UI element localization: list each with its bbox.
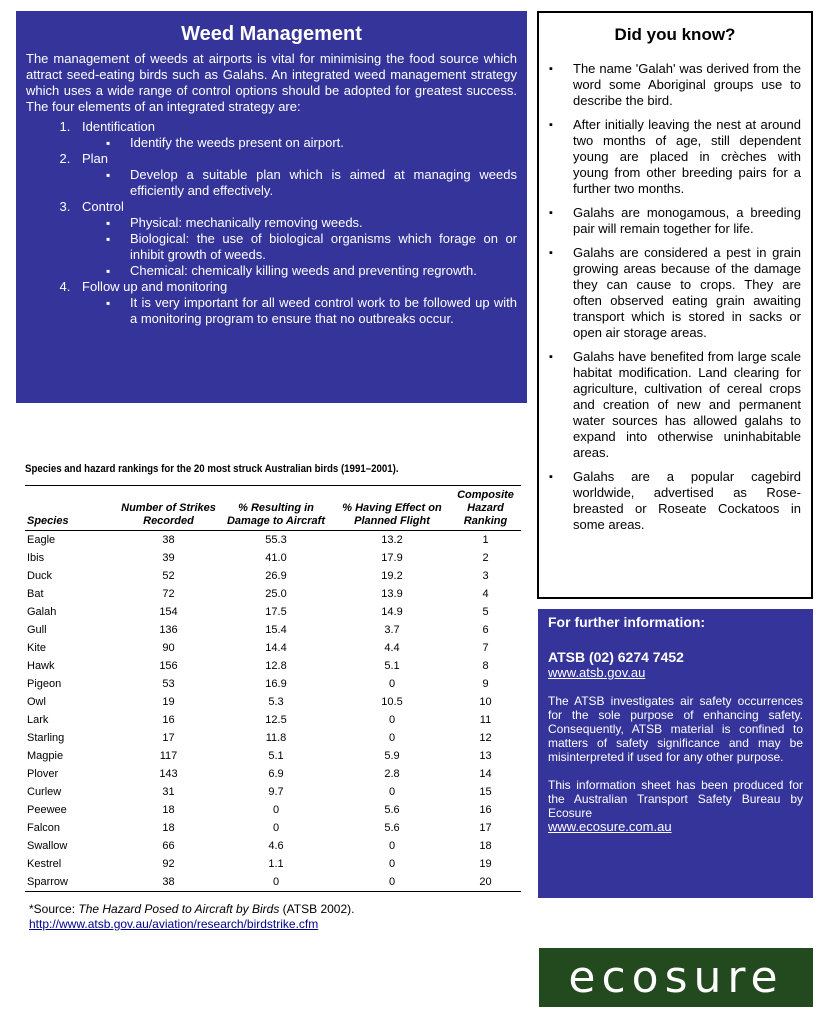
table-cell: 154 (159, 606, 178, 618)
table-cell: Eagle (27, 534, 56, 546)
table-row (25, 549, 521, 567)
table-cell: 143 (159, 768, 178, 780)
table-row (25, 783, 521, 801)
table-cell: 19 (162, 696, 175, 708)
table-cell: 26.9 (265, 570, 287, 582)
table-title: Species and hazard rankings for the 20 most struck Australian birds (1991–2001). (25, 463, 399, 475)
table-cell: 6 (482, 624, 489, 636)
table-cell: 9.7 (268, 786, 284, 798)
table-cell: 19 (479, 858, 492, 870)
table-cell: Ibis (27, 552, 45, 564)
table-cell: 0 (388, 714, 396, 726)
source-citation (29, 902, 354, 932)
source-work: The Hazard Posed to Aircraft by Birds (78, 902, 280, 916)
table-cell: 4.4 (384, 642, 400, 654)
atsb-link[interactable]: www.atsb.gov.au (548, 665, 646, 680)
table-cell: Kite (27, 642, 46, 654)
table-cell: 0 (334, 873, 450, 892)
table-cell: 55.3 (265, 534, 287, 546)
strategy-step-item: ▪ Physical: mechanically removing weeds. (122, 215, 517, 231)
table-row (25, 855, 521, 873)
table-cell: Galah (27, 606, 57, 618)
did-you-know-title: Did you know? (614, 25, 736, 44)
table-row (25, 747, 521, 765)
strategy-step-label: Follow up and monitoring (82, 279, 228, 294)
strategy-step-label: Plan (82, 151, 109, 166)
source-url-link[interactable]: http://www.atsb.gov.au/aviation/research/birdstrike.cfm (29, 917, 319, 931)
table-cell: 12.8 (265, 660, 287, 672)
fact-list (549, 61, 801, 533)
table-cell: 117 (159, 750, 178, 762)
table-cell: Duck (27, 570, 53, 582)
table-cell: 1.1 (268, 858, 284, 870)
table-row (25, 531, 521, 550)
table-cell: Magpie (27, 750, 64, 762)
table-cell: 6.9 (268, 768, 284, 780)
table-cell: Falcon (27, 822, 61, 834)
table-cell: 5 (482, 606, 489, 618)
atsb-phone: ATSB (02) 6274 7452 (548, 649, 684, 665)
table-cell: 0 (218, 873, 334, 892)
table-cell: 20 (450, 873, 521, 892)
produced-by-text: This information sheet has been produced for the Australian Transport Safety Bureau by Ecosure (548, 778, 803, 820)
atsb-disclaimer: The ATSB investigates air safety occurrences for the sole purpose of enhancing safety. Consequently, ATSB material is confined to matters of safety significance and may be misinterpreted if used for any other purpose. (548, 694, 803, 764)
table-cell: 16 (479, 804, 492, 816)
table-cell: 39 (162, 552, 175, 564)
fact-item: ▪ Galahs are a popular cagebird worldwide, advertised as Rose-breasted or Roseate Cockatoos in some areas. (549, 469, 801, 533)
table-cell: 19.2 (381, 570, 403, 582)
table-row (25, 657, 521, 675)
table-cell: 14 (479, 768, 492, 780)
table-cell: 5.6 (384, 822, 400, 834)
table-cell: 13 (479, 750, 492, 762)
table-cell: 66 (162, 840, 175, 852)
table-cell: 0 (388, 732, 396, 744)
table-cell: Swallow (27, 840, 68, 852)
table-cell: 5.6 (384, 804, 400, 816)
table-cell: 12.5 (265, 714, 287, 726)
table-cell: 72 (162, 588, 175, 600)
table-cell: 31 (162, 786, 175, 798)
table-row (25, 693, 521, 711)
table-cell: Sparrow (25, 873, 119, 892)
source-prefix: *Source: (29, 902, 79, 916)
table-cell: Hawk (27, 660, 55, 672)
table-cell: 53 (162, 678, 175, 690)
table-cell: 17 (479, 822, 492, 834)
table-cell: 3 (482, 570, 489, 582)
table-cell: 0 (272, 804, 280, 816)
table-cell: Lark (27, 714, 49, 726)
table-row (25, 837, 521, 855)
col-header-species: Species (25, 486, 119, 531)
table-cell: 15.4 (265, 624, 287, 636)
table-row (25, 603, 521, 621)
table-cell: 5.1 (384, 660, 400, 672)
table-row (25, 675, 521, 693)
table-cell: 17.9 (381, 552, 403, 564)
table-cell: 7 (482, 642, 489, 654)
table-cell: Pigeon (27, 678, 62, 690)
table-cell: Curlew (27, 786, 62, 798)
col-header-ranking: Composite Hazard Ranking (450, 486, 521, 531)
table-row (25, 801, 521, 819)
table-cell: Owl (27, 696, 46, 708)
strategy-step (74, 279, 517, 327)
table-cell: 16.9 (265, 678, 287, 690)
table-cell: Gull (27, 624, 47, 636)
did-you-know-box (537, 11, 813, 599)
table-cell: 5.9 (384, 750, 400, 762)
table-cell: 17.5 (265, 606, 287, 618)
table-cell: 25.0 (265, 588, 287, 600)
table-cell: 38 (162, 534, 175, 546)
table-cell: 18 (479, 840, 492, 852)
table-cell: 2 (482, 552, 489, 564)
table-cell: 12 (479, 732, 492, 744)
table-cell: 11 (479, 714, 492, 726)
fact-item: ▪ Galahs are considered a pest in grain growing areas because of the damage they can cause to crops. They are often observed eating grain awaiting transport which is stored in sacks or open air storage areas. (549, 245, 801, 341)
strategy-step-label: Identification (82, 119, 155, 134)
table-cell: 0 (388, 786, 396, 798)
table-header-row (25, 486, 521, 531)
table-row (25, 819, 521, 837)
fact-item: ▪ The name 'Galah' was derived from the word some Aboriginal groups use to describe the bird. (549, 61, 801, 109)
table-cell: 15 (479, 786, 492, 798)
table-cell: 38 (119, 873, 218, 892)
further-info-panel (538, 609, 813, 898)
strategy-step-item: ▪ Identify the weeds present on airport. (122, 135, 517, 151)
fact-item: ▪ After initially leaving the nest at around two months of age, still dependent young are placed in crèches with young from other breeding pairs for a further two months. (549, 117, 801, 197)
further-info-heading: For further information: (548, 614, 706, 630)
table-cell: 136 (159, 624, 178, 636)
table-row (25, 585, 521, 603)
col-header-strikes: Number of Strikes Recorded (119, 486, 218, 531)
table-cell: 16 (162, 714, 175, 726)
ecosure-link[interactable]: www.ecosure.com.au (548, 819, 672, 834)
table-cell: Kestrel (27, 858, 62, 870)
table-cell: 10.5 (381, 696, 403, 708)
table-cell: 8 (482, 660, 489, 672)
table-cell: 92 (162, 858, 175, 870)
strategy-step-item: ▪ It is very important for all weed control work to be followed up with a monitoring program to ensure that no outbreaks occur. (122, 295, 517, 327)
table-cell: Peewee (27, 804, 67, 816)
table-cell: 13.2 (381, 534, 403, 546)
weed-management-intro: The management of weeds at airports is vital for minimising the food source which attract seed-eating birds such as Galahs. An integrated weed management strategy which uses a wide range of control options should be adopted for greatest success. The four elements of an integrated strategy are: (26, 51, 517, 114)
table-cell: 5.1 (268, 750, 284, 762)
table-cell: 1 (482, 534, 489, 546)
table-cell: Plover (27, 768, 59, 780)
table-cell: 18 (162, 822, 175, 834)
table-cell: 11.8 (265, 732, 287, 744)
table-cell: 9 (482, 678, 489, 690)
strategy-step-item: ▪ Biological: the use of biological organisms which forage on or inhibit growth of weeds. (122, 231, 517, 263)
table-cell: 0 (388, 678, 396, 690)
table-cell: 10 (479, 696, 492, 708)
table-row (25, 621, 521, 639)
table-cell: 18 (162, 804, 175, 816)
weed-management-title: Weed Management (181, 23, 362, 45)
table-cell: 5.3 (268, 696, 284, 708)
col-header-effect: % Having Effect on Planned Flight (334, 486, 450, 531)
table-cell: 17 (162, 732, 175, 744)
ecosure-logo (539, 948, 813, 1007)
table-row (25, 765, 521, 783)
fact-item: ▪ Galahs have benefited from large scale habitat modification. Land clearing for agriculture, cultivation of cereal crops and creation of new and permanent water sources has allowed galahs to expand into otherwise uninhabitable areas. (549, 349, 801, 461)
table-row (25, 873, 521, 892)
species-table-section (25, 463, 525, 892)
table-body (25, 531, 521, 892)
source-suffix: (ATSB 2002). (279, 902, 355, 916)
strategy-step-item: ▪ Chemical: chemically killing weeds and preventing regrowth. (122, 263, 517, 279)
table-cell: 90 (162, 642, 175, 654)
strategy-step (74, 199, 517, 279)
table-row (25, 639, 521, 657)
table-cell: 41.0 (265, 552, 287, 564)
table-cell: 13.9 (381, 588, 403, 600)
table-cell: Starling (27, 732, 65, 744)
table-cell: 0 (388, 840, 396, 852)
table-row (25, 729, 521, 747)
table-cell: 52 (162, 570, 175, 582)
table-row (25, 567, 521, 585)
weed-management-panel (16, 11, 527, 403)
table-cell: 14.4 (265, 642, 287, 654)
table-cell: 14.9 (381, 606, 403, 618)
table-cell: 0 (272, 822, 280, 834)
strategy-step-label: Control (82, 199, 124, 214)
table-cell: 4 (482, 588, 489, 600)
table-cell: 0 (388, 858, 396, 870)
species-hazard-table (25, 485, 521, 892)
col-header-damage: % Resulting in Damage to Aircraft (218, 486, 334, 531)
table-row (25, 711, 521, 729)
strategy-step (74, 119, 517, 151)
ecosure-logo-text: ecosure (568, 952, 784, 1003)
strategy-steps (26, 119, 517, 327)
table-cell: 4.6 (268, 840, 284, 852)
table-cell: 2.8 (384, 768, 400, 780)
strategy-step-item: ▪ Develop a suitable plan which is aimed at managing weeds efficiently and effectively. (122, 167, 517, 199)
fact-item: ▪ Galahs are monogamous, a breeding pair will remain together for life. (549, 205, 801, 237)
table-cell: 156 (159, 660, 178, 672)
table-cell: Bat (27, 588, 44, 600)
table-cell: 3.7 (384, 624, 400, 636)
strategy-step (74, 151, 517, 199)
